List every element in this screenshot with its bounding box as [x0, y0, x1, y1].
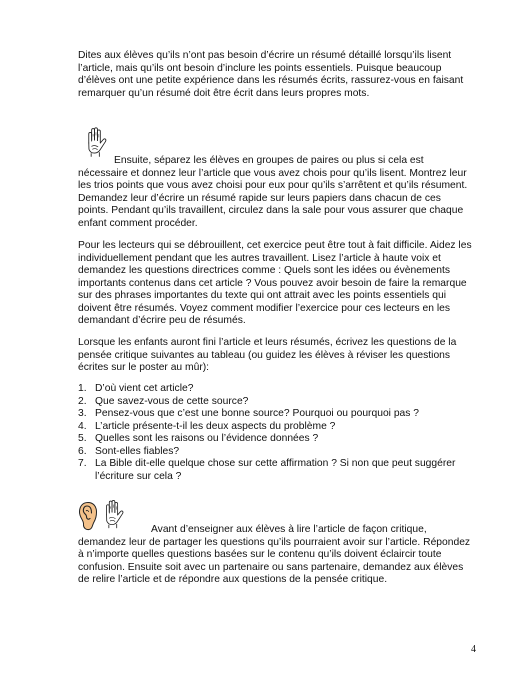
- list-item: 4. L’article présente-t-il les deux aspects du problème ?: [78, 420, 336, 432]
- list-item: 3. Pensez-vous que c’est une bonne source? Pourquoi ou pourquoi pas ?: [78, 408, 420, 419]
- hand-icon: [83, 126, 108, 158]
- list-item: 7. La Bible dit-elle quelque chose sur cette affirmation ? Si non que peut suggérer l’écriture sur cela ?: [78, 458, 456, 482]
- list-item: 5. Quelles sont les raisons ou l’évidence données ?: [78, 433, 319, 444]
- page-number: 4: [471, 644, 476, 655]
- list-item: 6. Sont-elles fiables?: [78, 445, 180, 457]
- paragraph-summary-instructions: Dites aux élèves qu’ils n’ont pas besoin d’écrire un résumé détaillé lorsqu’ils lisent l’article, mais qu’ils ont besoin d’inclure les points essentiels. Puisque beaucoup d’élèves ont une petite expérience dans les résumés écrits, rassurez-vous en faisant remarquer qu’un résumé doit être écrit dans leurs propres mots.: [78, 50, 464, 99]
- paragraph-struggling-readers: Pour les lecteurs qui se débrouillent, cet exercice peut être tout à fait difficile. Aidez les individuellement pendant que les autres travaillent. Lisez l’article à haute voix et demandez les questions directrices comme : Quels sont les idées ou évènements importants contenus dans cet article ? Vous pouvez avoir besoin de faire la remarque sur des phrases importantes du texte qui ont attrait avec les points essentiels qui doivent être résumés. Voyez comment modifier l’exercice pour ces lecteurs en les demandant d’écrire peu de résumés.: [78, 240, 472, 326]
- paragraph-group-work: Ensuite, séparez les élèves en groupes de paires ou plus si cela est nécessaire et donnez leur l’article que vous avez chois pour qu’ils lisent. Montrez leur les trios points que vous avez choisi pour eux pour qu’ils s’arrêtent et qu’ils résument. Demandez leur d’écrire un résumé rapide sur leurs papiers dans chacun de ces points. Pendant qu’ils travaillent, circulez dans la sale pour vous assurer que chaque enfant comment procéder.: [78, 155, 468, 229]
- critical-questions-list: [78, 383, 474, 483]
- paragraph-critical-questions-intro: Lorsque les enfants auront fini l’article et leurs résumés, écrivez les questions de la pensée critique suivantes au tableau (ou guidez les élèves à réviser les questions écrites sur le poster au mûr):: [78, 337, 457, 373]
- paragraph-critical-reading: Avant d’enseigner aux élèves à lire l’article de façon critique, demandez leur de partager les questions qu’ils pourraient avoir sur l’article. Répondez à n’importe quelles questions basées sur le contenu qu’ils doivent éclaircir toute confusion. Ensuite soit avec un partenaire ou sans partenaire, demandez aux élèves de relire l’article et de répondre aux questions de la pensée critique.: [78, 524, 471, 585]
- list-item: 1. D’où vient cet article?: [78, 383, 194, 394]
- list-item: 2. Que savez-vous de cette source?: [78, 395, 249, 407]
